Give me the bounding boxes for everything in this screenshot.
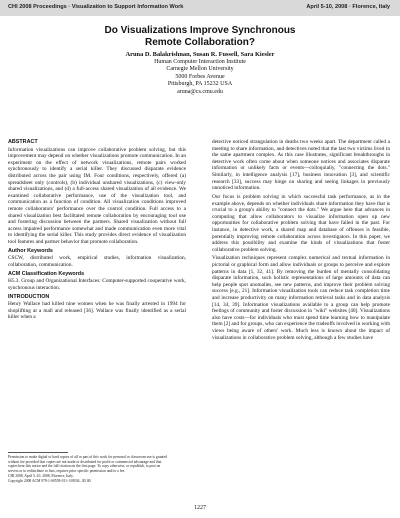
running-header xyxy=(0,0,400,16)
header-left: CHI 2008 Proceedings · Visualization to Support Information Work xyxy=(8,4,184,10)
author-email: aruna@cs.cmu.edu xyxy=(177,88,223,95)
intro-heading: INTRODUCTION xyxy=(8,293,50,300)
right-column xyxy=(212,139,390,343)
author-city: Pittsburgh, PA 15232 USA xyxy=(167,81,233,88)
permission-text: Permission to make digital or hard copies of all or part of this work for personal or classroom use is granted without fee provided that copies are not made or distributed for profit or commercial advantage and that copies bear this notice and the full citation on the first page. To copy otherwise, or republish, to post on servers or to redistribute to lists, requires prior specific permission and/or a fee. xyxy=(8,455,167,474)
right-paragraph-2: Our focus is problem solving in which successful task performance, as in the example above, depends on whether individuals share information they have that is crucial to a group's ability to "connect the dots." We argue here that advances in computing that allow collaborators to visualize information open up new opportunities for collaborative problem solving that have failed in the past. For instance, in detective work, a shared map and database of offenses is feasible, potentially improving remote collaboration across investigators. In this paper, we address this possibility and examine the kinds of visualizations that foster collaborative problem solving. xyxy=(212,193,390,253)
author-institute: Human Computer Interaction Institute xyxy=(154,58,246,65)
author-block xyxy=(0,51,400,97)
acm-heading: ACM Classification Keywords xyxy=(8,270,85,277)
copyright-line: Copyright 2008 ACM 978-1-60558-011-1/08/04...$5.00. xyxy=(8,478,92,483)
keywords-heading: Author Keywords xyxy=(8,247,53,254)
abstract-text: Information visualizations can improve collaborative problem solving, but this improvement may depend on whether visualizations promote communication. In an experiment on the effect of network visualizations, remote pairs worked synchronously to identify a serial killer. They discussed disparate evidence distributed across the pair using IM. Four conditions, respectively, offered (a) spreadsheet only (controls), (b) individual unshared visualizations, (c) view-only shared visualizations, and (d) a full-access shared visualization of all evidence. We examined collaborative performance, use of the visualization tool, and communication as a function of condition. All visualization conditions improved remote collaborators' performance over the control condition. Full access to a shared visualization best facilitated remote collaboration by encouraging tool use and fostering discussion between the partners. Shared visualization without full access impaired performance somewhat and made communication even more vital to identifying the serial killer. This study provides direct evidence of visualization tool features and partner behavior that promote collaboration. xyxy=(8,146,186,245)
title-line-2: Remote Collaboration? xyxy=(144,37,255,48)
author-names: Aruna D. Balakrishnan, Susan R. Fussell, Sara Kiesler xyxy=(125,51,275,58)
author-street: 5000 Forbes Avenue xyxy=(175,73,225,80)
header-right: April 5-10, 2008 · Florence, Italy xyxy=(306,4,390,10)
right-paragraph-1: detective noticed strangulation in deaths two weeks apart. The department called a meeting to share information, and detectives noted that the last two victims lived in the same apartment complex. As this case illustrates, significant breakthroughs in detective work often come about when someone notices and associates disparate information or unlikely facts or events—colloquially, "connecting the dots." Similarly, in intelligence analysis [17], business innovation [3], and scientific research [33], success may hinge on sharing and seeing linkages in previously unnoticed information. xyxy=(212,139,390,192)
left-column xyxy=(8,139,186,323)
abstract-heading: ABSTRACT xyxy=(8,139,38,145)
permission-divider xyxy=(8,452,68,453)
right-paragraph-3: Visualization techniques represent complex numerical and textual information in pictorial or graphical form and allow individuals or groups to perceive and explore patterns in data [1, 32, 41]. By removing the burden of mentally consolidating disparate information, such holistic representations of large amounts of data can help people spot anomalies, see new patterns, and improve their problem solving success [e.g., 21]. Information visualization tools can reduce task completion time and increase productivity on many information retrieval tasks and in data analysis [14, 34, 39]. Information visualizations available to a group can help promote feelings of community and foster discussion in "wiki" websites [40]. Visualizations also have costs—for individuals who must spend time learning how to manipulate them [2] and for groups, who can experience the tradeoffs involved in working with views being aware of others' work. Much less is known about the impact of visualizations in collaborative problem solving, although a few studies have xyxy=(212,255,390,341)
title-line-1: Do Visualizations Improve Synchronous xyxy=(104,25,296,36)
conference-line: CHI 2008, April 5–10, 2008, Florence, Italy. xyxy=(8,473,74,478)
paper-title xyxy=(0,25,400,49)
author-university: Carnegie Mellon University xyxy=(166,66,234,73)
keywords-text: CSCW, distributed work, empirical studies, information visualization, collaboration, communication. xyxy=(8,255,186,268)
acm-text: H5.3. Group and Organizational Interfaces: Computer-supported cooperative work, synchronous interaction. xyxy=(8,278,186,291)
page-number: 1227 xyxy=(194,505,206,511)
intro-text: Henry Wallace had killed nine women when he was finally arrested in 1994 for shoplifting at a mall and released [36]. Wallace was finally identified as a serial killer when a xyxy=(8,301,186,321)
permission-notice xyxy=(8,455,168,483)
